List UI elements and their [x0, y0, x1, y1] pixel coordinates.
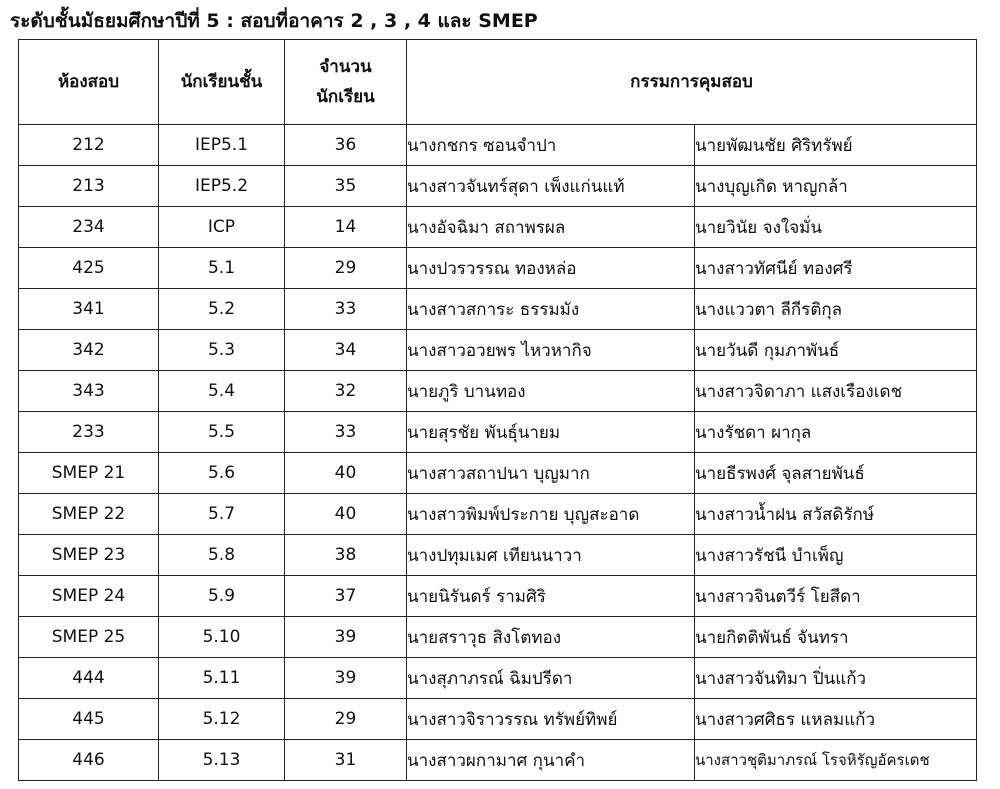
cell-proctor-2: นายวันดี กุมภาพันธ์: [695, 330, 977, 371]
cell-class: ICP: [159, 207, 285, 248]
cell-proctor-2: นางบุญเกิด หาญกล้า: [695, 166, 977, 207]
cell-count: 32: [285, 371, 407, 412]
header-proctors: กรรมการคุมสอบ: [407, 40, 977, 125]
cell-proctor-2: นางสาวรัชนี บำเพ็ญ: [695, 535, 977, 576]
cell-proctor-1: นายสราวุธ สิงโตทอง: [407, 617, 695, 658]
cell-count: 40: [285, 494, 407, 535]
cell-proctor-2: นายธีรพงศ์ จุลสายพันธ์: [695, 453, 977, 494]
cell-room: SMEP 25: [19, 617, 159, 658]
cell-proctor-1: นางอัจฉิมา สถาพรผล: [407, 207, 695, 248]
table-row: [19, 617, 977, 658]
table-row: [19, 330, 977, 371]
table-header-row: [19, 40, 977, 125]
cell-proctor-1: นางสุภาภรณ์ ฉิมปรีดา: [407, 658, 695, 699]
table-row: [19, 740, 977, 781]
cell-proctor-2: นางสาวน้ำฝน สวัสดิรักษ์: [695, 494, 977, 535]
cell-proctor-1: นายภูริ บานทอง: [407, 371, 695, 412]
header-count-line1: จำนวน: [319, 57, 372, 77]
table-row: [19, 576, 977, 617]
cell-class: 5.8: [159, 535, 285, 576]
cell-count: 29: [285, 248, 407, 289]
cell-count: 35: [285, 166, 407, 207]
cell-count: 40: [285, 453, 407, 494]
cell-class: IEP5.1: [159, 125, 285, 166]
cell-proctor-2: นางสาวชุติมาภรณ์ โรจหิรัญอัครเดช: [695, 740, 977, 781]
cell-count: 38: [285, 535, 407, 576]
cell-class: 5.5: [159, 412, 285, 453]
page-title: ระดับชั้นมัธยมศึกษาปีที่ 5 : สอบที่อาคาร 2 , 3 , 4 และ SMEP: [10, 10, 538, 32]
header-count: [285, 40, 407, 125]
cell-class: 5.13: [159, 740, 285, 781]
cell-class: 5.6: [159, 453, 285, 494]
table-row: [19, 699, 977, 740]
cell-count: 31: [285, 740, 407, 781]
cell-count: 37: [285, 576, 407, 617]
table-row: [19, 658, 977, 699]
cell-room: SMEP 23: [19, 535, 159, 576]
table-row: [19, 371, 977, 412]
table-row: [19, 535, 977, 576]
cell-proctor-1: นางสาวจันทร์สุดา เพ็งแก่นแท้: [407, 166, 695, 207]
cell-class: 5.12: [159, 699, 285, 740]
cell-room: 341: [19, 289, 159, 330]
cell-room: SMEP 21: [19, 453, 159, 494]
cell-proctor-1: นายนิรันดร์ รามศิริ: [407, 576, 695, 617]
cell-count: 39: [285, 617, 407, 658]
cell-proctor-1: นางสาวสการะ ธรรมมัง: [407, 289, 695, 330]
cell-class: 5.3: [159, 330, 285, 371]
cell-count: 36: [285, 125, 407, 166]
cell-room: 425: [19, 248, 159, 289]
cell-class: 5.9: [159, 576, 285, 617]
cell-count: 34: [285, 330, 407, 371]
cell-count: 33: [285, 289, 407, 330]
cell-room: SMEP 24: [19, 576, 159, 617]
cell-proctor-2: นางสาวจิดาภา แสงเรืองเดช: [695, 371, 977, 412]
cell-proctor-2: นางรัชดา ผากุล: [695, 412, 977, 453]
cell-room: 343: [19, 371, 159, 412]
cell-proctor-1: นางสาวพิมพ์ประกาย บุญสะอาด: [407, 494, 695, 535]
cell-room: 444: [19, 658, 159, 699]
cell-room: 212: [19, 125, 159, 166]
header-room: ห้องสอบ: [19, 40, 159, 125]
cell-class: 5.11: [159, 658, 285, 699]
cell-count: 39: [285, 658, 407, 699]
cell-room: 233: [19, 412, 159, 453]
cell-proctor-2: นางแววตา ลีกีรติกุล: [695, 289, 977, 330]
header-class: นักเรียนชั้น: [159, 40, 285, 125]
cell-proctor-1: นายสุรชัย พันธุ์นายม: [407, 412, 695, 453]
table-body: [19, 125, 977, 781]
cell-proctor-1: นางปทุมเมศ เทียนนาวา: [407, 535, 695, 576]
cell-proctor-2: นายวินัย จงใจมั่น: [695, 207, 977, 248]
table-row: [19, 494, 977, 535]
cell-proctor-1: นางสาวอวยพร ไหวหากิจ: [407, 330, 695, 371]
cell-class: 5.7: [159, 494, 285, 535]
cell-room: SMEP 22: [19, 494, 159, 535]
cell-class: 5.10: [159, 617, 285, 658]
cell-count: 33: [285, 412, 407, 453]
cell-proctor-1: นางสาวจิราวรรณ ทรัพย์ทิพย์: [407, 699, 695, 740]
cell-proctor-1: นางกชกร ซอนจำปา: [407, 125, 695, 166]
table-row: [19, 166, 977, 207]
cell-proctor-2: นางสาวศศิธร แหลมแก้ว: [695, 699, 977, 740]
cell-proctor-1: นางสาวผกามาศ กุนาคำ: [407, 740, 695, 781]
cell-class: 5.2: [159, 289, 285, 330]
cell-room: 342: [19, 330, 159, 371]
cell-proctor-2: นายกิตติพันธ์ จันทรา: [695, 617, 977, 658]
table-row: [19, 412, 977, 453]
exam-schedule-table: [18, 39, 977, 781]
table-row: [19, 125, 977, 166]
table-row: [19, 453, 977, 494]
cell-count: 29: [285, 699, 407, 740]
cell-room: 213: [19, 166, 159, 207]
cell-proctor-1: นางสาวสถาปนา บุญมาก: [407, 453, 695, 494]
cell-proctor-2: นายพัฒนชัย ศิริทรัพย์: [695, 125, 977, 166]
cell-proctor-2: นางสาวจันทิมา ปิ่นแก้ว: [695, 658, 977, 699]
cell-class: IEP5.2: [159, 166, 285, 207]
header-count-line2: นักเรียน: [316, 87, 375, 107]
cell-room: 234: [19, 207, 159, 248]
table-row: [19, 248, 977, 289]
cell-class: 5.4: [159, 371, 285, 412]
cell-count: 14: [285, 207, 407, 248]
cell-proctor-2: นางสาวทัศนีย์ ทองศรี: [695, 248, 977, 289]
table-row: [19, 289, 977, 330]
table-row: [19, 207, 977, 248]
cell-proctor-2: นางสาวจินตวีร์ โยสีดา: [695, 576, 977, 617]
cell-class: 5.1: [159, 248, 285, 289]
cell-proctor-1: นางปวรวรรณ ทองหล่อ: [407, 248, 695, 289]
cell-room: 446: [19, 740, 159, 781]
cell-room: 445: [19, 699, 159, 740]
